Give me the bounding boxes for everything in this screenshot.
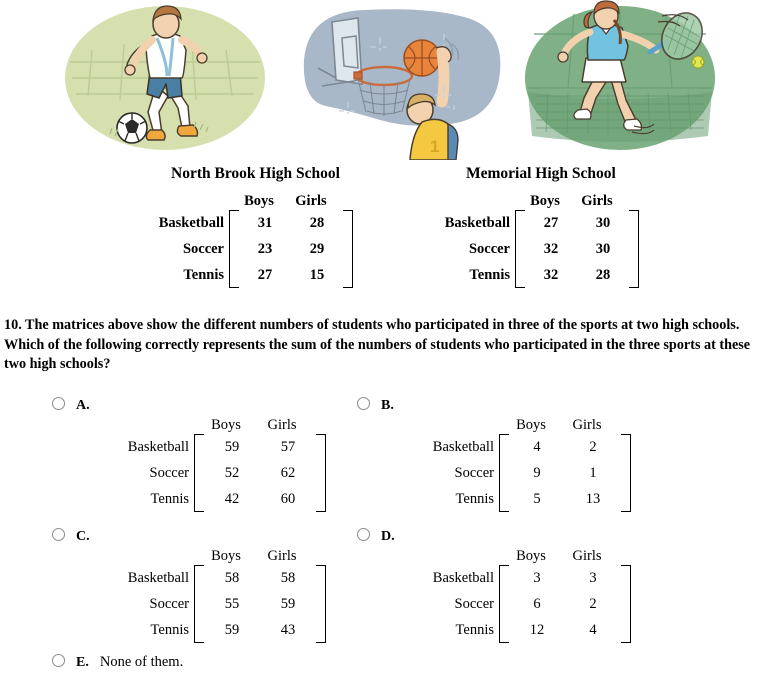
row-label-basketball: Basketball bbox=[432, 439, 494, 455]
radio-button-c[interactable] bbox=[52, 528, 65, 541]
cell-value: 3 bbox=[589, 570, 597, 586]
basketball-illustration bbox=[292, 0, 504, 160]
column-header-boys: Boys bbox=[211, 417, 241, 433]
bracket-right bbox=[316, 434, 326, 512]
bracket-right bbox=[621, 565, 631, 643]
column-header-boys: Boys bbox=[530, 193, 560, 209]
matrix-row-labels bbox=[142, 210, 229, 288]
cell-value: 32 bbox=[543, 241, 559, 257]
choice-e[interactable] bbox=[52, 653, 183, 671]
bracket-left bbox=[229, 210, 239, 288]
row-label-soccer: Soccer bbox=[149, 596, 189, 612]
choice-letter-c: C. bbox=[76, 529, 90, 544]
row-label-soccer: Soccer bbox=[454, 596, 494, 612]
choice-letter-a: A. bbox=[76, 398, 90, 413]
cell-value: 30 bbox=[595, 241, 611, 257]
matrix-values bbox=[509, 434, 621, 512]
bracket-right bbox=[629, 210, 639, 288]
matrix-row-labels bbox=[428, 210, 515, 288]
bracket-left bbox=[194, 434, 204, 512]
cell-value: 32 bbox=[543, 267, 559, 283]
radio-button-a[interactable] bbox=[52, 397, 65, 410]
cell-value: 55 bbox=[224, 596, 240, 612]
memorial-heading: Memorial High School bbox=[466, 165, 616, 182]
memorial-matrix bbox=[428, 190, 639, 288]
cell-value: 5 bbox=[533, 491, 541, 507]
row-label-soccer: Soccer bbox=[182, 241, 224, 257]
svg-text:1: 1 bbox=[430, 137, 440, 156]
table-row bbox=[204, 434, 316, 460]
matrix-row-labels bbox=[104, 434, 194, 512]
bracket-left bbox=[499, 565, 509, 643]
bracket-right bbox=[316, 565, 326, 643]
row-label-tennis: Tennis bbox=[455, 622, 494, 638]
matrix-values bbox=[525, 210, 629, 288]
row-label-soccer: Soccer bbox=[149, 465, 189, 481]
choice-d[interactable] bbox=[357, 527, 602, 638]
cell-value: 59 bbox=[280, 596, 296, 612]
cell-value: 52 bbox=[224, 465, 240, 481]
table-row bbox=[525, 236, 629, 262]
table-row bbox=[204, 617, 316, 643]
table-row bbox=[525, 262, 629, 288]
cell-value: 59 bbox=[224, 439, 240, 455]
tennis-illustration bbox=[522, 0, 718, 160]
row-label-tennis: Tennis bbox=[150, 622, 189, 638]
row-label-tennis: Tennis bbox=[150, 491, 189, 507]
table-row bbox=[239, 236, 343, 262]
cell-value: 6 bbox=[533, 596, 541, 612]
matrix-column-headers bbox=[409, 414, 631, 434]
table-row bbox=[509, 617, 621, 643]
cell-value: 29 bbox=[309, 241, 325, 257]
cell-value: 58 bbox=[280, 570, 296, 586]
cell-value: 43 bbox=[280, 622, 296, 638]
matrix-column-headers bbox=[104, 545, 326, 565]
north-brook-matrix bbox=[142, 190, 353, 288]
table-row bbox=[509, 434, 621, 460]
matrix-row-labels bbox=[104, 565, 194, 643]
matrix-values bbox=[204, 434, 316, 512]
matrix-column-headers bbox=[428, 190, 639, 210]
column-header-girls: Girls bbox=[295, 193, 327, 209]
table-row bbox=[509, 486, 621, 512]
choice-letter-b: B. bbox=[381, 398, 394, 413]
column-header-girls: Girls bbox=[581, 193, 613, 209]
table-row bbox=[204, 591, 316, 617]
choice-c-matrix bbox=[104, 545, 326, 643]
matrix-column-headers bbox=[142, 190, 353, 210]
column-header-boys: Boys bbox=[211, 548, 241, 564]
row-label-soccer: Soccer bbox=[468, 241, 510, 257]
matrix-column-headers bbox=[409, 545, 631, 565]
radio-button-d[interactable] bbox=[357, 528, 370, 541]
question-text: 10. The matrices above show the different numbers of students who participated in three of the sports at two high schools. Which of the following correctly represents the sum of the numbers of students who participated in the three sports at these two high schools? bbox=[4, 317, 751, 372]
row-label-basketball: Basketball bbox=[127, 570, 189, 586]
cell-value: 60 bbox=[280, 491, 296, 507]
cell-value: 9 bbox=[533, 465, 541, 481]
row-label-basketball: Basketball bbox=[444, 215, 510, 231]
choice-a-matrix bbox=[104, 414, 326, 512]
cell-value: 2 bbox=[589, 439, 597, 455]
cell-value: 15 bbox=[309, 267, 325, 283]
bracket-left bbox=[194, 565, 204, 643]
row-label-tennis: Tennis bbox=[455, 491, 494, 507]
row-label-tennis: Tennis bbox=[469, 267, 510, 283]
choice-letter-e: E. bbox=[76, 655, 89, 670]
choice-d-matrix bbox=[409, 545, 631, 643]
bracket-left bbox=[499, 434, 509, 512]
cell-value: 4 bbox=[589, 622, 597, 638]
bracket-right bbox=[621, 434, 631, 512]
cell-value: 4 bbox=[533, 439, 541, 455]
row-label-basketball: Basketball bbox=[158, 215, 224, 231]
cell-value: 3 bbox=[533, 570, 541, 586]
cell-value: 27 bbox=[543, 215, 559, 231]
table-row bbox=[239, 210, 343, 236]
column-header-boys: Boys bbox=[516, 417, 546, 433]
matrix-values bbox=[509, 565, 621, 643]
soccer-illustration bbox=[62, 0, 268, 160]
cell-value: 13 bbox=[585, 491, 601, 507]
choice-b[interactable] bbox=[357, 396, 602, 507]
cell-value: 58 bbox=[224, 570, 240, 586]
table-row bbox=[239, 262, 343, 288]
cell-value: 1 bbox=[589, 465, 597, 481]
matrix-row-labels bbox=[409, 434, 499, 512]
choice-b-matrix bbox=[409, 414, 631, 512]
table-row bbox=[509, 460, 621, 486]
table-row bbox=[509, 591, 621, 617]
matrix-row-labels bbox=[409, 565, 499, 643]
row-label-basketball: Basketball bbox=[432, 570, 494, 586]
choice-c[interactable] bbox=[52, 527, 297, 638]
bracket-right bbox=[343, 210, 353, 288]
north-brook-heading: North Brook High School bbox=[171, 165, 340, 182]
column-header-girls: Girls bbox=[267, 548, 297, 564]
cell-value: 23 bbox=[257, 241, 273, 257]
matrix-values bbox=[204, 565, 316, 643]
cell-value: 12 bbox=[529, 622, 545, 638]
cell-value: 27 bbox=[257, 267, 273, 283]
choice-letter-d: D. bbox=[381, 529, 395, 544]
cell-value: 2 bbox=[589, 596, 597, 612]
row-label-basketball: Basketball bbox=[127, 439, 189, 455]
cell-value: 59 bbox=[224, 622, 240, 638]
bracket-left bbox=[515, 210, 525, 288]
column-header-boys: Boys bbox=[516, 548, 546, 564]
matrix-values bbox=[239, 210, 343, 288]
illustration-row bbox=[0, 0, 760, 160]
cell-value: 31 bbox=[257, 215, 273, 231]
row-label-soccer: Soccer bbox=[454, 465, 494, 481]
cell-value: 28 bbox=[309, 215, 325, 231]
table-row bbox=[204, 460, 316, 486]
cell-value: 57 bbox=[280, 439, 296, 455]
table-row bbox=[525, 210, 629, 236]
cell-value: 42 bbox=[224, 491, 240, 507]
cell-value: 62 bbox=[280, 465, 296, 481]
column-header-girls: Girls bbox=[267, 417, 297, 433]
radio-button-b[interactable] bbox=[357, 397, 370, 410]
column-header-girls: Girls bbox=[572, 548, 602, 564]
table-row bbox=[204, 565, 316, 591]
cell-value: 30 bbox=[595, 215, 611, 231]
matrix-column-headers bbox=[104, 414, 326, 434]
row-label-tennis: Tennis bbox=[183, 267, 224, 283]
column-header-girls: Girls bbox=[572, 417, 602, 433]
choice-a[interactable] bbox=[52, 396, 297, 507]
radio-button-e[interactable] bbox=[52, 654, 65, 667]
table-row bbox=[509, 565, 621, 591]
choice-e-text: None of them. bbox=[99, 654, 184, 670]
table-row bbox=[204, 486, 316, 512]
cell-value: 28 bbox=[595, 267, 611, 283]
column-header-boys: Boys bbox=[244, 193, 274, 209]
